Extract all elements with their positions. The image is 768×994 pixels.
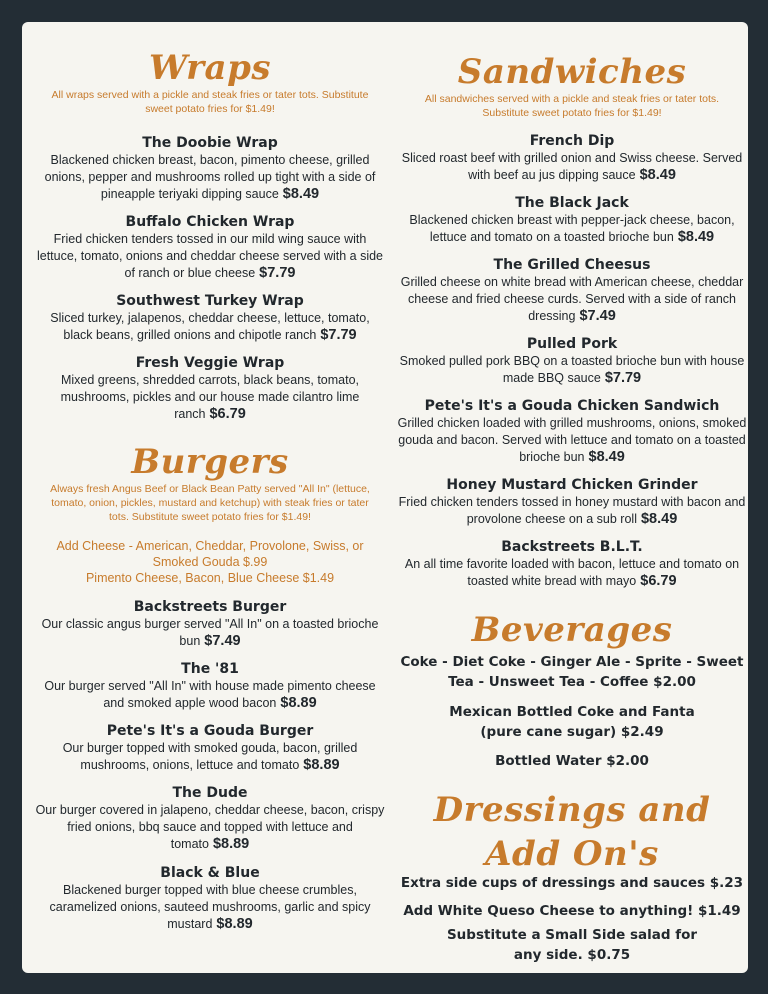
menu-card xyxy=(22,22,748,973)
item-description: Our burger served "All In" with house made pimento cheese and smoked apple wood bacon $8.89 xyxy=(44,679,376,711)
beverage-line: Bottled Water $2.00 xyxy=(495,753,649,769)
item-price: $8.49 xyxy=(640,511,678,527)
item-price: $8.89 xyxy=(303,757,340,773)
item-description: Blackened chicken breast with pepper-jack cheese, bacon, lettuce and tomato on a toasted brioche bun $8.49 xyxy=(409,213,735,245)
beverage-price: $2.00 xyxy=(653,674,696,690)
item-price: $7.79 xyxy=(604,370,642,386)
item-name: French Dip xyxy=(529,133,615,149)
addon-price: $1.49 xyxy=(697,903,741,919)
menu-item xyxy=(396,476,748,528)
burgers-heading: Burgers xyxy=(131,442,289,482)
item-name: Pete's It's a Gouda Burger xyxy=(106,723,314,739)
menu-item xyxy=(34,213,386,282)
beverage-line: Coke - Diet Coke - Ginger Ale - Sprite - Sweet Tea - Unsweet Tea - Coffee $2.00 xyxy=(400,654,744,690)
beverage-price: $2.00 xyxy=(606,753,649,769)
wraps-heading: Wraps xyxy=(148,48,271,88)
item-description: An all time favorite loaded with bacon, lettuce and tomato on toasted white bread with mayo $6.79 xyxy=(404,557,740,589)
item-price: $8.49 xyxy=(639,167,676,183)
beverage-line: Mexican Bottled Coke and Fanta (pure cane sugar) $2.49 xyxy=(449,704,695,740)
menu-item xyxy=(396,132,748,184)
item-description: Grilled cheese on white bread with American cheese, cheddar cheese and fried cheese curds. Served with a side of ranch dressing $7.49 xyxy=(400,275,744,324)
beverage-item xyxy=(396,751,748,771)
item-price: $8.89 xyxy=(216,916,253,932)
menu-item xyxy=(34,660,386,712)
menu-item xyxy=(396,538,748,590)
addon-line: Extra side cups of dressings and sauces $.23 xyxy=(400,875,744,891)
item-price: $7.79 xyxy=(259,265,296,281)
addon-price: $0.75 xyxy=(587,947,631,963)
beverages-section xyxy=(396,610,748,650)
item-price: $7.49 xyxy=(204,633,241,649)
item-description: Mixed greens, shredded carrots, black beans, tomato, mushrooms, pickles and our house made cilantro lime ranch $6.79 xyxy=(60,373,360,422)
item-description: Our classic angus burger served "All In" on a toasted brioche bun $7.49 xyxy=(41,617,379,649)
item-name: The Grilled Cheesus xyxy=(493,257,651,273)
menu-item xyxy=(396,256,748,325)
burgers-section xyxy=(34,442,386,524)
sandwiches-heading: Sandwiches xyxy=(457,52,687,92)
menu-item xyxy=(34,864,386,933)
cheese-addon-line: Add Cheese - American, Cheddar, Provolone, Swiss, or Smoked Gouda $.99 xyxy=(56,539,364,569)
addons-heading: Dressings and Add On's xyxy=(433,790,711,874)
sandwiches-note: All sandwiches served with a pickle and steak fries or tater tots. Substitute sweet potato fries for $1.49! xyxy=(424,93,720,119)
cheese-addons xyxy=(34,538,386,586)
item-price: $8.49 xyxy=(282,186,320,202)
addon-item xyxy=(396,925,748,965)
addon-price: $.23 xyxy=(709,875,744,891)
item-name: Backstreets B.L.T. xyxy=(501,539,643,555)
menu-item xyxy=(34,784,386,853)
addon-line: Add White Queso Cheese to anything! $1.49 xyxy=(403,903,741,919)
item-name: Pete's It's a Gouda Chicken Sandwich xyxy=(424,398,720,414)
item-name: Honey Mustard Chicken Grinder xyxy=(446,477,698,493)
item-name: The Black Jack xyxy=(515,195,629,211)
addons-section xyxy=(396,788,748,876)
cheese-addon-line: Pimento Cheese, Bacon, Blue Cheese $1.49 xyxy=(85,571,335,585)
beverage-item xyxy=(396,652,748,692)
item-name: Fresh Veggie Wrap xyxy=(135,355,285,371)
menu-item xyxy=(34,134,386,203)
item-name: Black & Blue xyxy=(160,865,260,881)
item-description: Our burger topped with smoked gouda, bacon, grilled mushrooms, onions, lettuce and tomato $8.89 xyxy=(62,741,358,773)
item-description: Fried chicken tenders tossed in honey mustard with bacon and provolone cheese on a sub roll $8.49 xyxy=(398,495,746,527)
wraps-section xyxy=(34,48,386,116)
menu-item xyxy=(396,194,748,246)
item-name: Southwest Turkey Wrap xyxy=(116,293,304,309)
addon-line: Substitute a Small Side salad for any side. $0.75 xyxy=(446,927,698,963)
menu-item xyxy=(34,598,386,650)
item-name: Backstreets Burger xyxy=(133,599,287,615)
item-description: Blackened chicken breast, bacon, pimento cheese, grilled onions, pepper and mushrooms rolled up tight with a side of pineapple teriyaki dipping sauce $8.49 xyxy=(44,153,376,202)
burgers-note: Always fresh Angus Beef or Black Bean Patty served "All In" (lettuce, tomato, onion, pickles, mustard and ketchup) with steak fries or tater tots. Substitute sweet potato fries for $1.49! xyxy=(50,483,370,523)
item-price: $6.79 xyxy=(209,406,246,422)
item-description: Our burger covered in jalapeno, cheddar cheese, bacon, crispy fried onions, bbq sauce and topped with lettuce and tomato $8.89 xyxy=(35,803,385,852)
item-price: $7.79 xyxy=(320,327,357,343)
item-price: $8.89 xyxy=(212,836,250,852)
item-name: The Doobie Wrap xyxy=(142,135,278,151)
item-name: Buffalo Chicken Wrap xyxy=(125,214,295,230)
menu-item xyxy=(396,335,748,387)
item-price: $8.49 xyxy=(588,449,625,465)
item-name: Pulled Pork xyxy=(526,336,618,352)
item-price: $7.49 xyxy=(579,308,616,324)
item-price: $8.89 xyxy=(280,695,317,711)
addon-item xyxy=(396,901,748,921)
addon-item xyxy=(396,873,748,893)
item-description: Sliced turkey, jalapenos, cheddar cheese, lettuce, tomato, black beans, grilled onions and chipotle ranch $7.79 xyxy=(50,311,370,343)
item-description: Grilled chicken loaded with grilled mushrooms, onions, smoked gouda and bacon. Served with lettuce and tomato on a toasted brioche bun $8.49 xyxy=(397,416,747,465)
menu-item xyxy=(34,292,386,344)
item-description: Blackened burger topped with blue cheese crumbles, caramelized onions, sauteed mushrooms, garlic and spicy mustard $8.89 xyxy=(49,883,371,932)
beverage-item xyxy=(396,702,748,742)
sandwiches-section xyxy=(396,52,748,120)
menu-item xyxy=(396,397,748,466)
beverages-heading: Beverages xyxy=(471,610,673,650)
menu-item xyxy=(34,722,386,774)
item-name: The Dude xyxy=(172,785,248,801)
item-description: Smoked pulled pork BBQ on a toasted brioche bun with house made BBQ sauce $7.79 xyxy=(399,354,745,386)
item-description: Fried chicken tenders tossed in our mild wing sauce with lettuce, tomato, onions and cheddar cheese served with a side of ranch or blue cheese $7.79 xyxy=(36,232,384,281)
beverage-price: $2.49 xyxy=(620,724,664,740)
wraps-note: All wraps served with a pickle and steak fries or tater tots. Substitute sweet potato fries for $1.49! xyxy=(51,89,369,115)
menu-item xyxy=(34,354,386,423)
item-price: $8.49 xyxy=(677,229,715,245)
item-description: Sliced roast beef with grilled onion and Swiss cheese. Served with beef au jus dipping sauce $8.49 xyxy=(401,151,743,183)
item-name: The '81 xyxy=(181,661,239,677)
item-price: $6.79 xyxy=(640,573,677,589)
